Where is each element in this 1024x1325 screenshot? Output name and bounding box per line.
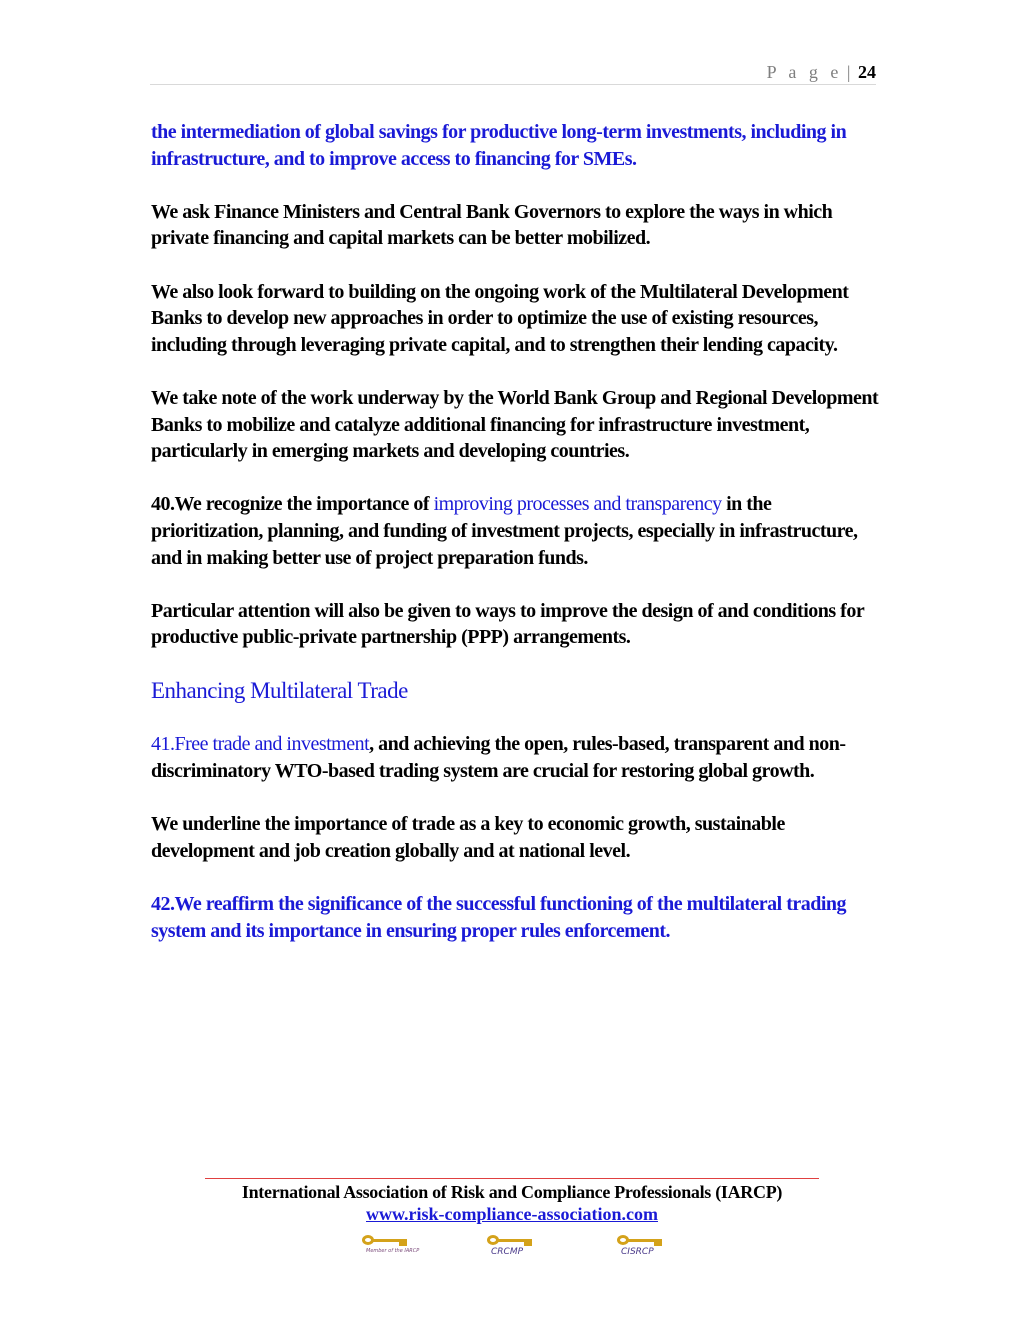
page-label: P a g e: [766, 62, 843, 82]
footer-url: [0, 1204, 1024, 1225]
paragraph-world-bank: We take note of the work underway by the World Bank Group and Regional Development Banks to mobilize and catalyze additional financing for infrastructure investment, particularly in emerging markets and developing countries.: [151, 386, 879, 463]
logo-label: Member of the IARCP: [366, 1248, 420, 1254]
paragraph-41-rest: , and achieving the open, rules-based, transparent and non-discriminatory WTO-based trading system are crucial for restoring global growth.: [151, 733, 846, 783]
footer-divider: [205, 1178, 819, 1179]
document-body: [151, 119, 881, 971]
paragraph-savings-intermediation: the intermediation of global savings for productive long-term investments, including in infrastructure, and to improve access to financing for SMEs.: [151, 121, 847, 170]
logo-label: CRCMP: [491, 1247, 524, 1257]
paragraph-private-financing: We ask Finance Ministers and Central Bank Governors to explore the ways in which private financing and capital markets can be better mobilized.: [151, 200, 833, 250]
page-header: [150, 62, 876, 85]
paragraph-multilateral-banks: We also look forward to building on the ongoing work of the Multilateral Development Banks to develop new approaches in order to optimize the use of existing resources, including through leveraging private capital, and to strengthen their lending capacity.: [151, 280, 849, 356]
cisrcp-logo: [617, 1234, 677, 1262]
paragraph-40-rest: in the prioritization, planning, and funding of investment projects, especially in infrastructure, and in making better use of project preparation funds.: [151, 493, 858, 569]
website-link[interactable]: www.risk-compliance-association.com: [366, 1204, 658, 1224]
logo-label: CISRCP: [621, 1247, 654, 1257]
paragraph-41-highlight: 41.Free trade and investment: [151, 733, 370, 756]
paragraph-42: 42.We reaffirm the significance of the successful functioning of the multilateral trading system and its importance in ensuring proper rules enforcement.: [151, 893, 847, 942]
page-number: 24: [858, 62, 876, 82]
paragraph-40-highlight: improving processes and transparency: [433, 493, 722, 516]
section-heading: Enhancing Multilateral Trade: [151, 678, 408, 704]
iarcp-member-logo: [362, 1234, 422, 1262]
paragraph-40: [151, 491, 881, 571]
footer-organization: International Association of Risk and Compliance Professionals (IARCP): [241, 1182, 783, 1202]
paragraph-trade-growth: We underline the importance of trade as a key to economic growth, sustainable development and job creation globally and at national level.: [151, 813, 785, 862]
paragraph-ppp: Particular attention will also be given to ways to improve the design of and conditions for productive public-private partnership (PPP) arrangements.: [151, 599, 864, 649]
paragraph-41: [151, 731, 881, 784]
paragraph-40-prefix: 40.We recognize the importance of: [151, 493, 434, 516]
crcmp-logo: [487, 1234, 547, 1262]
page-separator: |: [846, 62, 851, 82]
